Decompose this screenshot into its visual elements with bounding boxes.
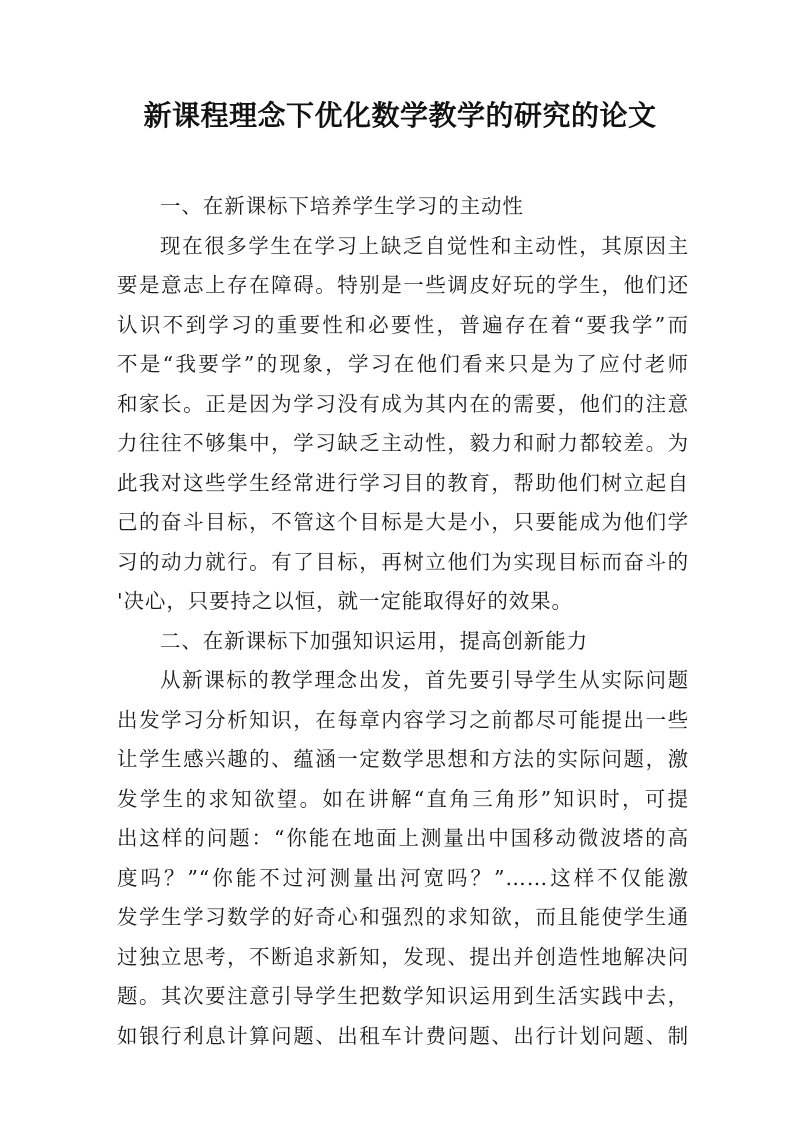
paragraph-line: 发学生学习数学的好奇心和强烈的求知欲，而且能使学生通 <box>117 905 689 929</box>
section-heading-1: 一、在新课标下培养学生学习的主动性 <box>160 194 524 218</box>
paragraph-line: 现在很多学生在学习上缺乏自觉性和主动性，其原因主 <box>160 233 689 258</box>
paragraph-line: 认识不到学习的重要性和必要性，普遍存在着“要我学”而 <box>117 312 689 337</box>
paragraph-line: 发学生的求知欲望。如在讲解“直角三角形”知识时，可提 <box>117 786 689 811</box>
paragraph-line: 和家长。正是因为学习没有成为其内在的需要，他们的注意 <box>117 391 689 416</box>
paragraph-line: 过独立思考，不断追求新知，发现、提出并创造性地解决问 <box>117 944 689 969</box>
paragraph-line: '决心，只要持之以恒，就一定能取得好的效果。 <box>117 589 573 613</box>
paragraph-line: 题。其次要注意引导学生把数学知识运用到生活实践中去， <box>117 984 689 1008</box>
paragraph-line: 度吗？”“你能不过河测量出河宽吗？”……这样不仅能激 <box>117 865 689 890</box>
paragraph-line: 力往往不够集中，学习缺乏主动性，毅力和耐力都较差。为 <box>117 431 689 455</box>
paragraph-line: 此我对这些学生经常进行学习目的教育，帮助他们树立起自 <box>117 470 689 495</box>
paragraph-line: 不是“我要学”的现象，学习在他们看来只是为了应付老师 <box>117 352 689 376</box>
section-heading-2: 二、在新课标下加强知识运用，提高创新能力 <box>160 628 588 653</box>
paragraph-line: 习的动力就行。有了目标，再树立他们为实现目标而奋斗的 <box>117 549 689 574</box>
document-title: 新课程理念下优化数学教学的研究的论文 <box>143 99 657 132</box>
paragraph-line: 出发学习分析知识，在每章内容学习之前都尽可能提出一些 <box>117 707 689 732</box>
paragraph-line: 从新课标的教学理念出发，首先要引导学生从实际问题 <box>160 668 689 692</box>
paragraph-line: 如银行利息计算问题、出租车计费问题、出行计划问题、制 <box>117 1023 689 1048</box>
paragraph-line: 己的奋斗目标，不管这个目标是大是小，只要能成为他们学 <box>117 510 689 534</box>
paragraph-line: 要是意志上存在障碍。特别是一些调皮好玩的学生，他们还 <box>117 273 689 297</box>
paragraph-line: 让学生感兴趣的、蕴涵一定数学思想和方法的实际问题，激 <box>117 747 689 771</box>
paragraph-line: 出这样的问题：“你能在地面上测量出中国移动微波塔的高 <box>117 826 689 850</box>
document-body <box>117 187 689 1056</box>
